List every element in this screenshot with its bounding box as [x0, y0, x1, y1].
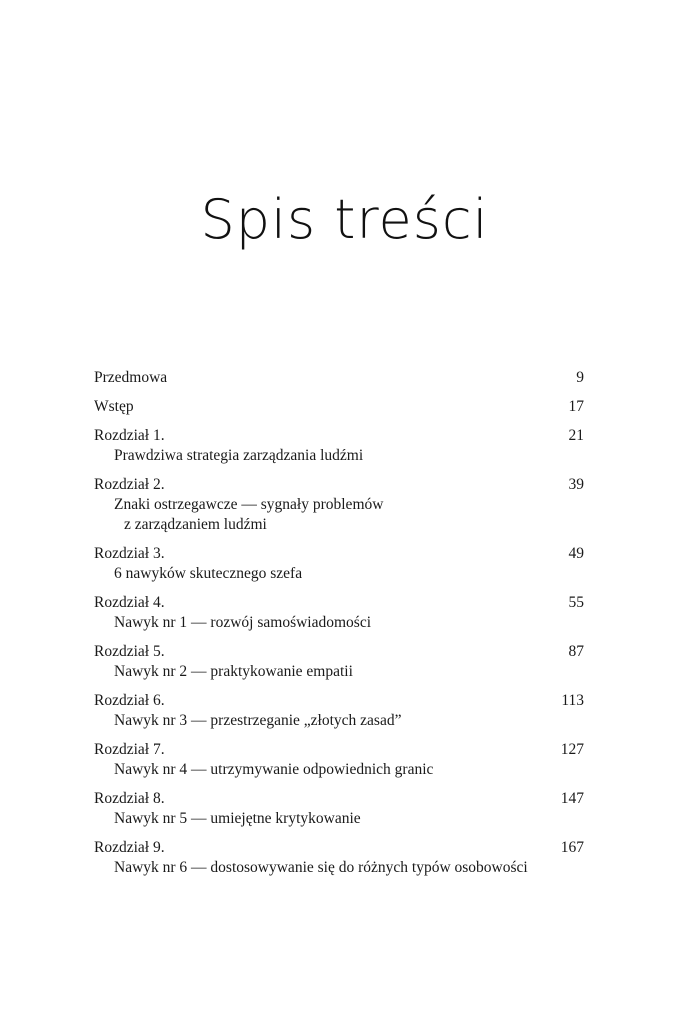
- toc-entry-subtitle: Prawdziwa strategia zarządzania ludźmi: [114, 447, 364, 464]
- toc-entry-heading: Rozdział 6.: [94, 692, 165, 709]
- toc-entry[interactable]: [94, 593, 584, 633]
- toc-entry-heading: Rozdział 7.: [94, 741, 165, 758]
- toc-entry-page: 39: [568, 476, 584, 493]
- toc-entry[interactable]: [94, 544, 584, 584]
- toc-entry-subtitle: Nawyk nr 6 — dostosowywanie się do różnych typów osobowości: [114, 859, 528, 876]
- toc-entry-page: 9: [576, 369, 584, 386]
- toc-entry-page: 49: [568, 545, 584, 562]
- toc-entry-page: 127: [560, 741, 584, 758]
- page-title: Spis treści: [200, 188, 489, 251]
- toc-entry-heading: Rozdział 1.: [94, 427, 165, 444]
- toc-entry[interactable]: [94, 838, 584, 878]
- table-of-contents: [94, 368, 584, 887]
- toc-entry-page: 21: [568, 427, 584, 444]
- toc-entry-heading: Rozdział 2.: [94, 476, 165, 493]
- toc-entry-subtitle: Nawyk nr 5 — umiejętne krytykowanie: [114, 810, 361, 827]
- toc-entry-heading: Rozdział 5.: [94, 643, 165, 660]
- toc-entry-subtitle: Nawyk nr 3 — przestrzeganie „złotych zasad”: [114, 712, 402, 729]
- toc-entry[interactable]: [94, 397, 584, 417]
- toc-entry-subtitle: Nawyk nr 2 — praktykowanie empatii: [114, 663, 353, 680]
- toc-entry-subtitle: 6 nawyków skutecznego szefa: [114, 565, 303, 582]
- toc-entry[interactable]: [94, 740, 584, 780]
- toc-entry-subtitle: Znaki ostrzegawcze — sygnały problemów: [114, 496, 384, 513]
- toc-entry-heading: Rozdział 8.: [94, 790, 165, 807]
- toc-entry-heading: Przedmowa: [94, 369, 168, 386]
- toc-entry-subtitle: Nawyk nr 1 — rozwój samoświadomości: [114, 614, 371, 631]
- toc-entry[interactable]: [94, 691, 584, 731]
- toc-entry[interactable]: [94, 368, 584, 388]
- toc-entry-page: 167: [560, 839, 584, 856]
- toc-entry-heading: Rozdział 4.: [94, 594, 165, 611]
- toc-entry-subtitle: Nawyk nr 4 — utrzymywanie odpowiednich granic: [114, 761, 434, 778]
- toc-entry-page: 87: [568, 643, 584, 660]
- toc-entry[interactable]: [94, 642, 584, 682]
- toc-entry[interactable]: [94, 789, 584, 829]
- toc-entry-heading: Rozdział 3.: [94, 545, 165, 562]
- toc-entry-subtitle-continuation: z zarządzaniem ludźmi: [124, 516, 267, 533]
- toc-entry-heading: Rozdział 9.: [94, 839, 165, 856]
- toc-entry[interactable]: [94, 426, 584, 466]
- toc-entry-page: 17: [568, 398, 584, 415]
- toc-entry-page: 113: [561, 692, 584, 709]
- toc-entry[interactable]: [94, 475, 584, 535]
- toc-entry-heading: Wstęp: [94, 398, 134, 415]
- toc-entry-page: 55: [568, 594, 584, 611]
- toc-entry-page: 147: [560, 790, 584, 807]
